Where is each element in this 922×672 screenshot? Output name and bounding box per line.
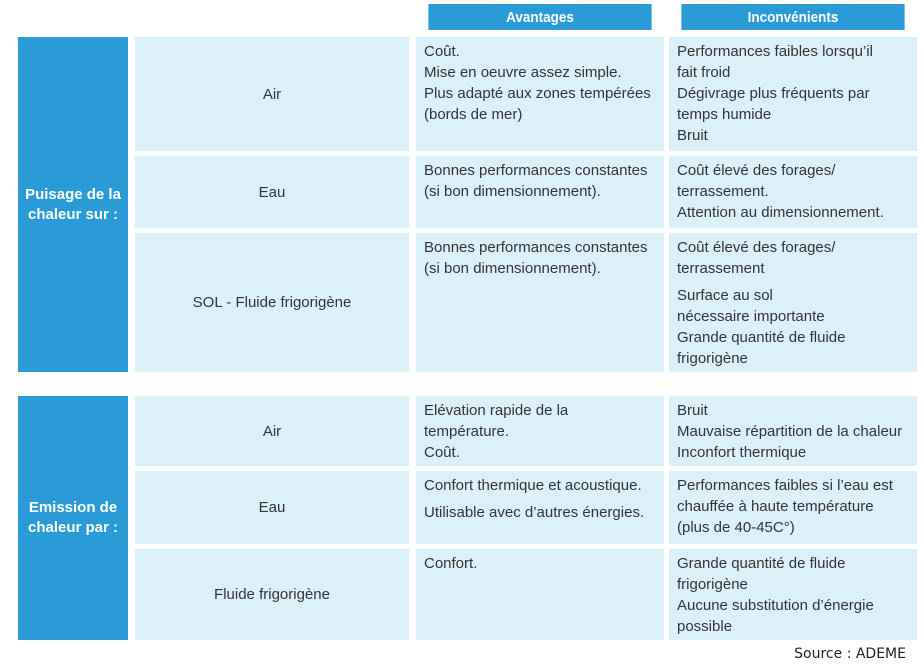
advantage-text: Bonnes performances constantes: [424, 239, 648, 256]
disadvantages-cell: [669, 396, 917, 466]
source-caption: Source : ADEME: [794, 646, 906, 662]
advantage-text: Coût.: [424, 444, 460, 461]
row-label-cell: [135, 156, 409, 228]
disadvantage-text: Grande quantité de fluide: [677, 555, 846, 572]
group-label-line: chaleur sur :: [27, 205, 119, 223]
disadvantage-text: Inconfort thermique: [677, 444, 807, 461]
advantage-text: (si bon dimensionnement).: [424, 183, 601, 200]
advantage-text: Utilisable avec d’autres énergies.: [424, 504, 645, 521]
disadvantage-text: possible: [677, 618, 733, 635]
advantage-text: Bonnes performances constantes: [424, 162, 648, 179]
advantage-text: Coût.: [424, 43, 460, 60]
row-label: Air: [262, 85, 282, 103]
advantages-cell: [416, 156, 664, 228]
group-label-emission: [18, 396, 128, 640]
group-label-line: Emission de: [28, 499, 118, 516]
row-label-cell: [135, 233, 409, 372]
advantage-text: Confort thermique et acoustique.: [424, 477, 642, 494]
disadvantages-cell: [669, 37, 917, 151]
group-label-line: Puisage de la: [25, 185, 121, 203]
disadvantage-text: terrassement.: [677, 183, 769, 200]
advantage-text: Plus adapté aux zones tempérées: [424, 85, 651, 102]
disadvantage-text: fait froid: [677, 64, 731, 81]
disadvantages-cell: [669, 471, 917, 544]
disadvantage-text: chauffée à haute température: [677, 498, 874, 515]
disadvantage-text: Grande quantité de fluide: [677, 329, 846, 346]
advantages-cell: [416, 37, 664, 151]
header-disadvantages: Inconvénients: [681, 4, 904, 30]
advantage-text: Elévation rapide de la: [424, 402, 569, 419]
disadvantages-cell: [669, 156, 917, 228]
row-label: SOL - Fluide frigorigène: [192, 294, 352, 311]
disadvantage-text: Performances faibles lorsqu’il: [677, 43, 873, 60]
disadvantage-text: Aucune substitution d’énergie: [677, 597, 874, 614]
advantage-text: température.: [424, 423, 510, 440]
advantages-cell: [416, 396, 664, 466]
row-label-cell: [135, 549, 409, 640]
advantage-text: Confort.: [424, 555, 478, 572]
disadvantage-text: frigorigène: [677, 350, 748, 367]
disadvantage-text: frigorigène: [677, 576, 748, 593]
disadvantage-text: nécessaire importante: [677, 308, 825, 325]
row-label: Eau: [258, 499, 286, 516]
disadvantage-text: Surface au sol: [677, 287, 773, 304]
row-label-cell: [135, 396, 409, 466]
row-label-cell: [135, 471, 409, 544]
row-label: Eau: [258, 183, 286, 201]
disadvantages-cell: [669, 233, 917, 372]
row-label-cell: [135, 37, 409, 151]
advantage-text: (si bon dimensionnement).: [424, 260, 601, 277]
group-label-line: chaleur par :: [27, 519, 119, 536]
disadvantage-text: Dégivrage plus fréquents par: [677, 85, 870, 102]
advantage-text: Mise en oeuvre assez simple.: [424, 64, 622, 81]
disadvantage-text: Bruit: [677, 402, 708, 419]
disadvantage-text: (plus de 40-45C°): [677, 519, 795, 536]
advantages-cell: [416, 233, 664, 372]
disadvantage-text: temps humide: [677, 106, 772, 123]
disadvantage-text: Attention au dimensionnement.: [677, 204, 884, 221]
disadvantage-text: Coût élevé des forages/: [677, 239, 836, 256]
disadvantages-cell: [669, 549, 917, 640]
row-label: Fluide frigorigène: [214, 586, 330, 603]
disadvantage-text: Performances faibles si l’eau est: [677, 477, 893, 494]
disadvantage-text: Bruit: [677, 127, 708, 144]
disadvantage-text: Coût élevé des forages/: [677, 162, 836, 179]
disadvantage-text: terrassement: [677, 260, 765, 277]
group-label-puisage: [18, 37, 128, 372]
header-advantages: Avantages: [428, 4, 651, 30]
advantage-text: (bords de mer): [424, 106, 523, 123]
disadvantage-text: Mauvaise répartition de la chaleur: [677, 423, 903, 440]
advantages-cell: [416, 549, 664, 640]
row-label: Air: [262, 422, 282, 440]
advantages-cell: [416, 471, 664, 544]
